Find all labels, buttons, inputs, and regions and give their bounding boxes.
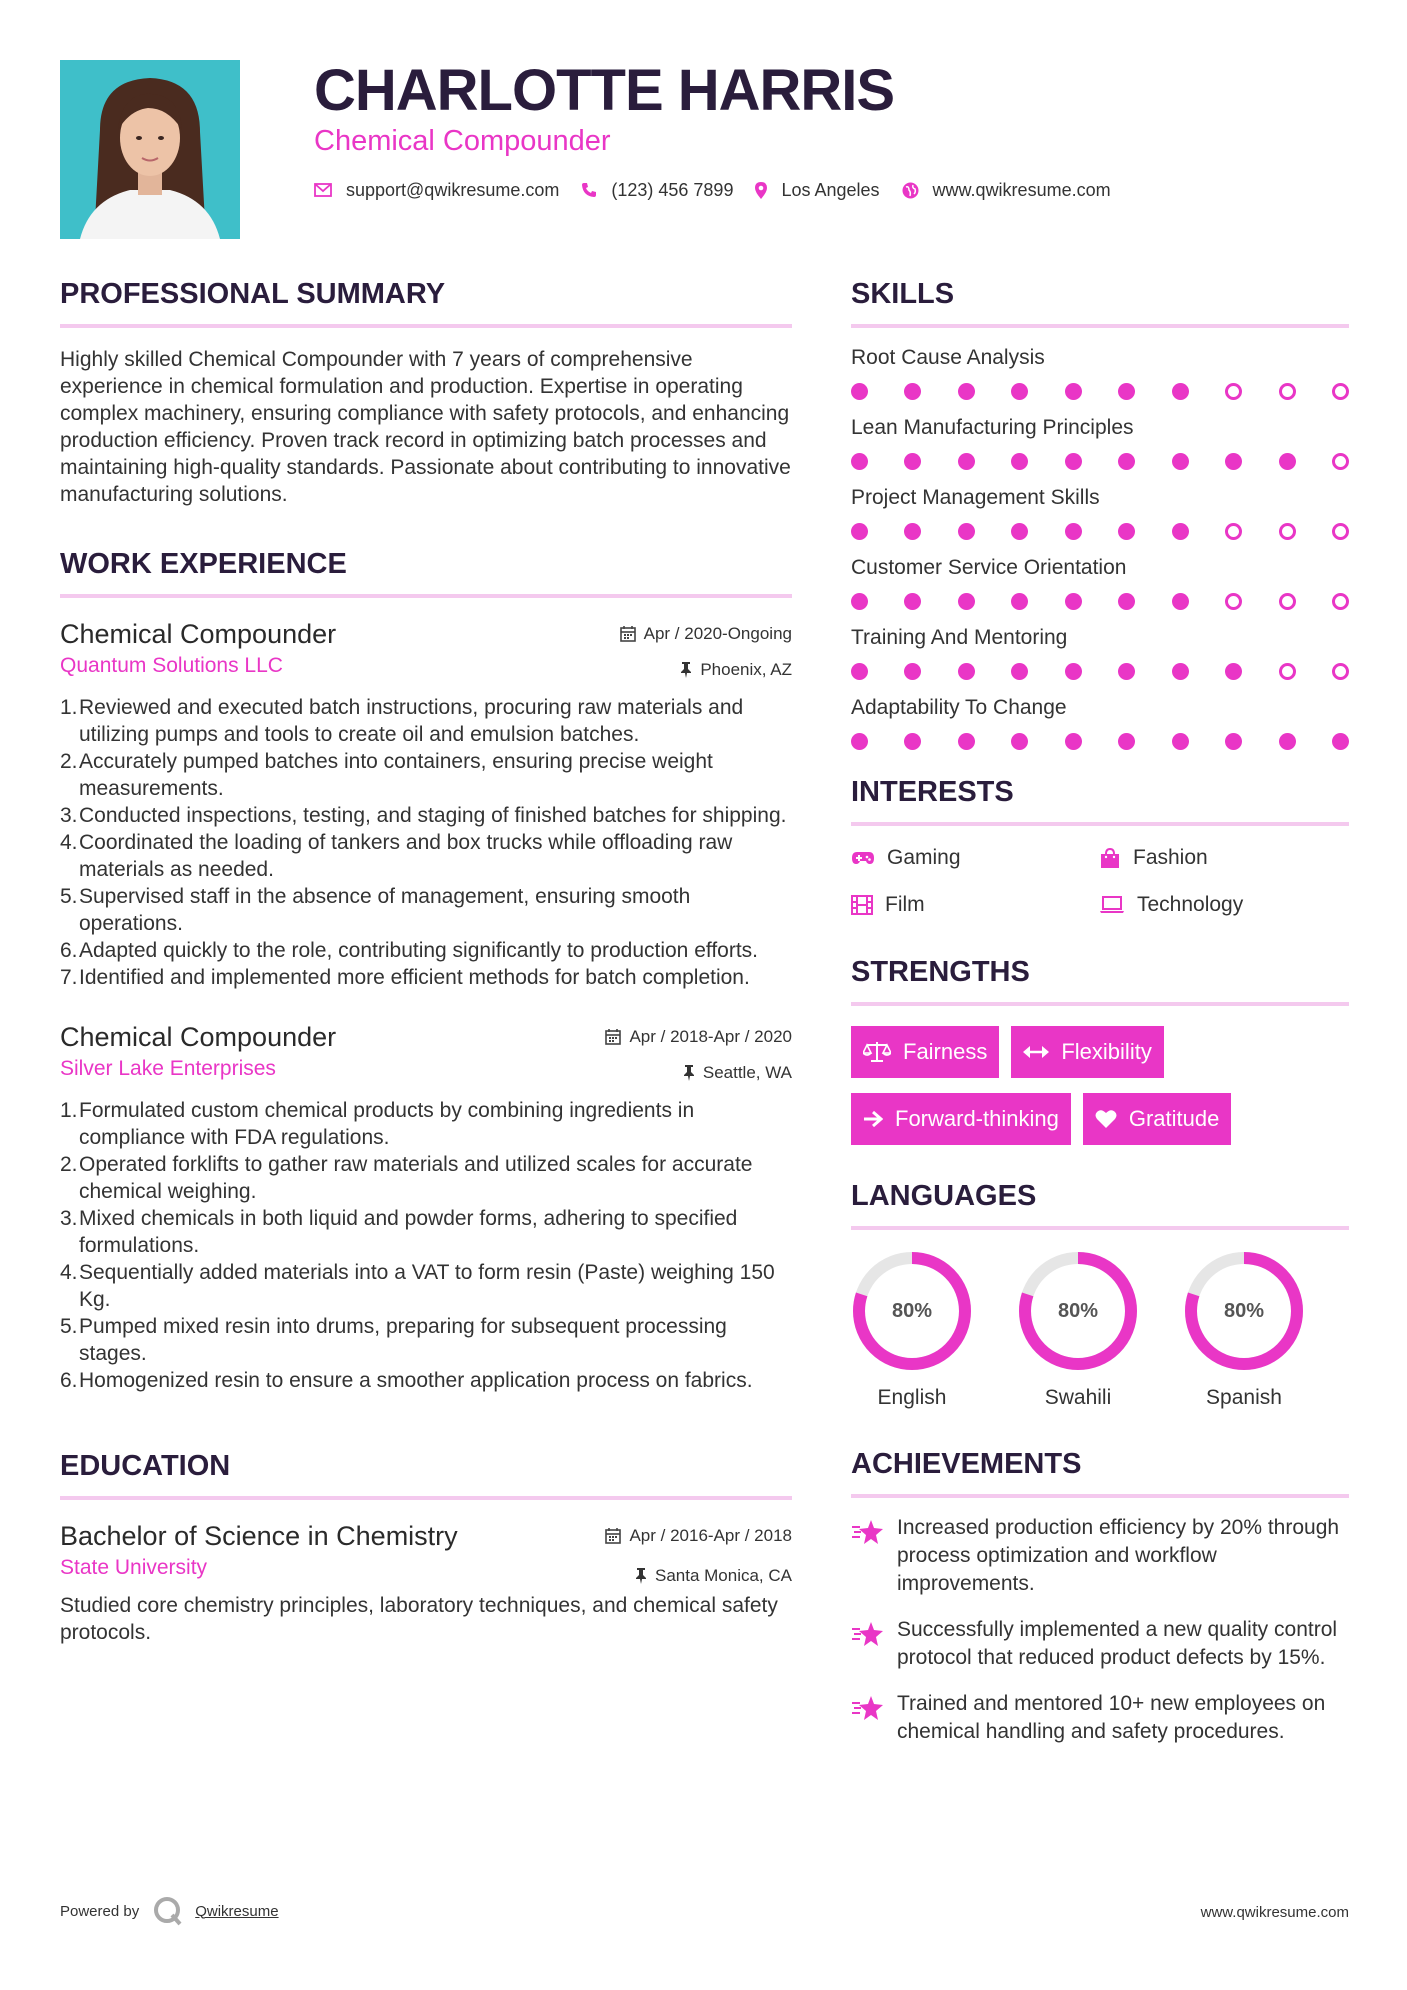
rating-dot-filled: [1065, 733, 1082, 750]
location-text: Los Angeles: [781, 179, 880, 200]
degree-title: Bachelor of Science in Chemistry: [60, 1521, 458, 1551]
rating-dot-filled: [851, 383, 868, 400]
rating-dot-filled: [1118, 523, 1135, 540]
skill-name: Root Cause Analysis: [851, 346, 1045, 369]
rating-dot-filled: [904, 593, 921, 610]
bullet-text: Supervised staff in the absence of management, ensuring smooth operations.: [79, 885, 691, 935]
rating-dot-filled: [1279, 733, 1296, 750]
languages-section: [851, 1176, 1349, 1412]
rating-dot-filled: [851, 453, 868, 470]
interest-item: [851, 891, 1099, 918]
rating-dot-filled: [851, 523, 868, 540]
footer-url[interactable]: www.qwikresume.com: [1200, 1904, 1349, 1921]
skill-rating: [851, 521, 1349, 542]
rating-dot-filled: [1065, 523, 1082, 540]
rating-dot-filled: [958, 453, 975, 470]
rating-dot-filled: [958, 523, 975, 540]
skills-section: [851, 274, 1349, 752]
rating-dot-filled: [1225, 733, 1242, 750]
skill-name: Lean Manufacturing Principles: [851, 416, 1134, 439]
job-location: [680, 660, 792, 680]
rating-dot-filled: [958, 663, 975, 680]
education-dates-text: Apr / 2016-Apr / 2018: [629, 1526, 792, 1545]
interests-heading: INTERESTS: [851, 776, 1014, 808]
achievement-item: [851, 1690, 1349, 1746]
bullet-text: Operated forklifts to gather raw materials and utilized scales for accurate chemical weighing.: [79, 1153, 753, 1203]
rating-dot-filled: [1225, 663, 1242, 680]
interest-label: Technology: [1137, 893, 1244, 916]
list-item: 6. Adapted quickly to the role, contributing significantly to production efforts.: [60, 937, 792, 964]
interest-label: Gaming: [887, 846, 961, 869]
rating-dot-empty: [1225, 593, 1242, 610]
rating-dot-filled: [904, 453, 921, 470]
language-name: Swahili: [1044, 1386, 1112, 1409]
language-name: Spanish: [1206, 1386, 1282, 1409]
rating-dot-filled: [1065, 663, 1082, 680]
skill-name: Adaptability To Change: [851, 696, 1067, 719]
job-title: Chemical Compounder: [60, 1022, 337, 1052]
rating-dot-empty: [1332, 383, 1349, 400]
job-dates-text: Apr / 2018-Apr / 2020: [629, 1027, 792, 1046]
interests-grid: [851, 844, 1349, 918]
list-item: 7. Identified and implemented more efficient methods for batch completion.: [60, 964, 792, 991]
contact-phone[interactable]: [581, 180, 733, 201]
strength-tag: [1011, 1026, 1163, 1078]
bullet-text: Mixed chemicals in both liquid and powder forms, adhering to specified formulations.: [79, 1207, 738, 1257]
skill-name: Training And Mentoring: [851, 626, 1068, 649]
languages-list: [851, 1250, 1349, 1412]
rating-dot-empty: [1332, 453, 1349, 470]
skill-rating: [851, 451, 1349, 472]
skill-name: Customer Service Orientation: [851, 556, 1127, 579]
interest-label: Film: [885, 893, 925, 916]
strengths-heading: STRENGTHS: [851, 956, 1030, 988]
rating-dot-filled: [958, 733, 975, 750]
pushpin-icon: [680, 662, 692, 678]
list-item: 1. Reviewed and executed batch instructions, procuring raw materials and utilizing pumps and tools to create oil and emulsion batches.: [60, 694, 792, 748]
company-name: Quantum Solutions LLC: [60, 654, 283, 677]
school-name: State University: [60, 1556, 208, 1579]
job-title: Chemical Compounder: [60, 619, 337, 649]
bullet-text: Homogenized resin to ensure a smoother application process on fabrics.: [79, 1369, 753, 1392]
rating-dot-empty: [1332, 593, 1349, 610]
rating-dot-filled: [958, 383, 975, 400]
footer-powered-by: [60, 1896, 279, 1926]
calendar-icon: [620, 626, 636, 642]
list-item: 3. Conducted inspections, testing, and staging of finished batches for shipping.: [60, 802, 792, 829]
bullet-text: Accurately pumped batches into containers, ensuring precise weight measurements.: [79, 750, 713, 800]
interest-item: [1099, 891, 1349, 918]
rating-dot-filled: [851, 593, 868, 610]
company-name: Silver Lake Enterprises: [60, 1057, 276, 1080]
rating-dot-filled: [1118, 453, 1135, 470]
list-item: 3. Mixed chemicals in both liquid and powder forms, adhering to specified formulations.: [60, 1205, 792, 1259]
bullet-text: Coordinated the loading of tankers and box trucks while offloading raw materials as needed.: [79, 831, 733, 881]
arrow-right-icon: [863, 1110, 883, 1128]
rating-dot-filled: [904, 523, 921, 540]
rating-dot-filled: [904, 663, 921, 680]
section-divider: [851, 324, 1349, 328]
rating-dot-filled: [1172, 523, 1189, 540]
education-entry: [60, 1518, 792, 1646]
languages-heading: LANGUAGES: [851, 1180, 1037, 1212]
rating-dot-filled: [1172, 383, 1189, 400]
rating-dot-empty: [1279, 663, 1296, 680]
rating-dot-empty: [1279, 383, 1296, 400]
education-location-text: Santa Monica, CA: [654, 1566, 792, 1585]
rating-dot-filled: [1172, 663, 1189, 680]
profile-photo: [60, 60, 240, 239]
education-dates: [605, 1526, 792, 1546]
rating-dot-filled: [1172, 733, 1189, 750]
list-item: 5. Supervised staff in the absence of management, ensuring smooth operations.: [60, 883, 792, 937]
strength-label: Fairness: [903, 1039, 988, 1064]
phone-text: (123) 456 7899: [611, 179, 734, 200]
rating-dot-filled: [1011, 453, 1028, 470]
rating-dot-empty: [1332, 523, 1349, 540]
rating-dot-filled: [1172, 593, 1189, 610]
strength-tag: [1083, 1093, 1232, 1145]
website-text: www.qwikresume.com: [932, 179, 1111, 200]
interest-label: Fashion: [1133, 846, 1208, 869]
summary-heading: PROFESSIONAL SUMMARY: [60, 278, 446, 310]
experience-section: [60, 544, 792, 1394]
skill-rating: [851, 591, 1349, 612]
strength-label: Forward-thinking: [895, 1106, 1059, 1131]
rating-dot-empty: [1225, 383, 1242, 400]
rating-dot-filled: [1279, 453, 1296, 470]
interest-item: [851, 844, 1099, 871]
section-divider: [851, 1226, 1349, 1230]
shopping-bag-icon: [1099, 847, 1121, 869]
rating-dot-filled: [851, 733, 868, 750]
rating-dot-filled: [1118, 733, 1135, 750]
bullet-text: Sequentially added materials into a VAT to form resin (Paste) weighing 150 Kg.: [79, 1261, 775, 1311]
rating-dot-filled: [1118, 663, 1135, 680]
achievement-text: Increased production efficiency by 20% through process optimization and workflow improvements.: [897, 1516, 1340, 1595]
section-divider: [851, 822, 1349, 826]
qwikresume-logo-icon: [153, 1896, 183, 1926]
job-location-text: Phoenix, AZ: [700, 660, 792, 679]
heart-icon: [1095, 1109, 1117, 1129]
candidate-title: Chemical Compounder: [314, 125, 611, 157]
job-entry: [60, 616, 792, 991]
star-icon: [851, 1694, 885, 1722]
rating-dot-filled: [904, 383, 921, 400]
right-column: [851, 274, 1349, 1746]
strength-tags: [851, 1026, 1349, 1160]
language-percent: 80%: [1057, 1299, 1099, 1322]
bullet-text: Formulated custom chemical products by combining ingredients in compliance with FDA regulations.: [79, 1099, 695, 1149]
section-divider: [60, 324, 792, 328]
job-dates: [605, 1027, 792, 1047]
education-heading: EDUCATION: [60, 1450, 231, 1482]
rating-dot-filled: [1011, 663, 1028, 680]
summary-text: Highly skilled Chemical Compounder with 7 years of comprehensive experience in chemical formulation and production. Expertise in operating complex machinery, ensuring compliance with safety protocols, and enhancing production efficiency. Proven track record in optimizing batch processes and maintaining high-quality standards. Passionate about contributing to innovative manufacturing solutions.: [60, 348, 791, 506]
rating-dot-filled: [1011, 383, 1028, 400]
film-icon: [851, 895, 873, 915]
language-item: [1183, 1250, 1305, 1412]
language-name: English: [877, 1386, 947, 1409]
rating-dot-filled: [1118, 383, 1135, 400]
education-section: [60, 1446, 792, 1646]
skill-name: Project Management Skills: [851, 486, 1100, 509]
experience-heading: WORK EXPERIENCE: [60, 548, 347, 580]
arrows-horizontal-icon: [1023, 1045, 1049, 1059]
language-percent: 80%: [891, 1299, 933, 1322]
contact-email[interactable]: [314, 180, 559, 201]
skill-rating: [851, 661, 1349, 682]
contact-website[interactable]: [902, 180, 1111, 201]
powered-by-text: Powered by: [60, 1902, 140, 1920]
contact-bar: [314, 176, 1133, 204]
list-item: 4. Sequentially added materials into a VAT to form resin (Paste) weighing 150 Kg.: [60, 1259, 792, 1313]
achievement-text: Trained and mentored 10+ new employees on chemical handling and safety procedures.: [897, 1692, 1326, 1743]
education-description: Studied core chemistry principles, laboratory techniques, and chemical safety protocols.: [60, 1594, 778, 1644]
job-location-text: Seattle, WA: [702, 1063, 792, 1082]
bullet-text: Conducted inspections, testing, and staging of finished batches for shipping.: [79, 804, 787, 827]
globe-icon: [902, 182, 919, 199]
skills-list: [851, 344, 1349, 752]
list-item: 6. Homogenized resin to ensure a smoother application process on fabrics.: [60, 1367, 792, 1394]
laptop-icon: [1099, 896, 1125, 914]
strength-label: Gratitude: [1128, 1106, 1220, 1131]
rating-dot-filled: [1011, 593, 1028, 610]
phone-icon: [581, 182, 597, 198]
pushpin-icon: [683, 1065, 695, 1081]
interests-section: [851, 772, 1349, 918]
rating-dot-empty: [1225, 523, 1242, 540]
contact-location: [755, 180, 879, 201]
balance-scale-icon: [863, 1041, 891, 1063]
left-column: [60, 274, 792, 1646]
skills-heading: SKILLS: [851, 278, 955, 310]
calendar-icon: [605, 1029, 621, 1045]
calendar-icon: [605, 1528, 621, 1544]
strength-label: Flexibility: [1061, 1039, 1152, 1064]
bullet-text: Adapted quickly to the role, contributing significantly to production efforts.: [79, 939, 759, 962]
achievement-item: [851, 1514, 1349, 1598]
map-marker-icon: [755, 182, 767, 199]
job-dates: [620, 624, 792, 644]
rating-dot-filled: [1065, 593, 1082, 610]
interest-item: [1099, 844, 1349, 871]
list-item: 4. Coordinated the loading of tankers and box trucks while offloading raw materials as needed.: [60, 829, 792, 883]
candidate-name: CHARLOTTE HARRIS: [314, 58, 895, 123]
list-item: 5. Pumped mixed resin into drums, preparing for subsequent processing stages.: [60, 1313, 792, 1367]
section-divider: [60, 594, 792, 598]
rating-dot-empty: [1332, 663, 1349, 680]
rating-dot-filled: [1065, 383, 1082, 400]
strength-tag: [851, 1093, 1071, 1145]
job-dates-text: Apr / 2020-Ongoing: [643, 624, 792, 643]
strengths-section: [851, 952, 1349, 1160]
list-item: 2. Accurately pumped batches into containers, ensuring precise weight measurements.: [60, 748, 792, 802]
job-bullets: [60, 1097, 792, 1394]
qwikresume-link[interactable]: Qwikresume: [195, 1902, 279, 1920]
summary-section: [60, 274, 792, 508]
list-item: 2. Operated forklifts to gather raw materials and utilized scales for accurate chemical weighing.: [60, 1151, 792, 1205]
language-ring: [851, 1250, 973, 1372]
rating-dot-filled: [1011, 523, 1028, 540]
strength-tag: [851, 1026, 999, 1078]
job-location: [683, 1063, 792, 1083]
rating-dot-filled: [1332, 733, 1349, 750]
section-divider: [851, 1494, 1349, 1498]
bullet-text: Pumped mixed resin into drums, preparing for subsequent processing stages.: [79, 1315, 727, 1365]
pushpin-icon: [635, 1568, 647, 1584]
envelope-icon: [314, 183, 332, 197]
star-icon: [851, 1620, 885, 1648]
rating-dot-filled: [1225, 453, 1242, 470]
skill-rating: [851, 381, 1349, 402]
rating-dot-empty: [1279, 523, 1296, 540]
list-item: 1. Formulated custom chemical products by combining ingredients in compliance with FDA regulations.: [60, 1097, 792, 1151]
skill-rating: [851, 731, 1349, 752]
achievements-heading: ACHIEVEMENTS: [851, 1448, 1082, 1480]
education-location: [635, 1566, 792, 1586]
rating-dot-filled: [851, 663, 868, 680]
rating-dot-filled: [1172, 453, 1189, 470]
language-percent: 80%: [1223, 1299, 1265, 1322]
language-item: [1017, 1250, 1139, 1412]
email-text: support@qwikresume.com: [346, 179, 560, 200]
bullet-text: Reviewed and executed batch instructions, procuring raw materials and utilizing pumps and tools to create oil and emulsion batches.: [79, 696, 744, 746]
rating-dot-filled: [904, 733, 921, 750]
rating-dot-filled: [1011, 733, 1028, 750]
achievement-item: [851, 1616, 1349, 1672]
achievements-section: [851, 1444, 1349, 1746]
job-bullets: [60, 694, 792, 991]
rating-dot-filled: [958, 593, 975, 610]
star-icon: [851, 1518, 885, 1546]
language-item: [851, 1250, 973, 1412]
bullet-text: Identified and implemented more efficient methods for batch completion.: [79, 966, 750, 989]
section-divider: [851, 1002, 1349, 1006]
gamepad-icon: [851, 850, 875, 866]
language-ring: [1017, 1250, 1139, 1372]
section-divider: [60, 1496, 792, 1500]
rating-dot-filled: [1118, 593, 1135, 610]
language-ring: [1183, 1250, 1305, 1372]
achievement-text: Successfully implemented a new quality control protocol that reduced product defects by 15%.: [897, 1618, 1338, 1669]
job-entry: [60, 1019, 792, 1394]
rating-dot-filled: [1065, 453, 1082, 470]
rating-dot-empty: [1279, 593, 1296, 610]
